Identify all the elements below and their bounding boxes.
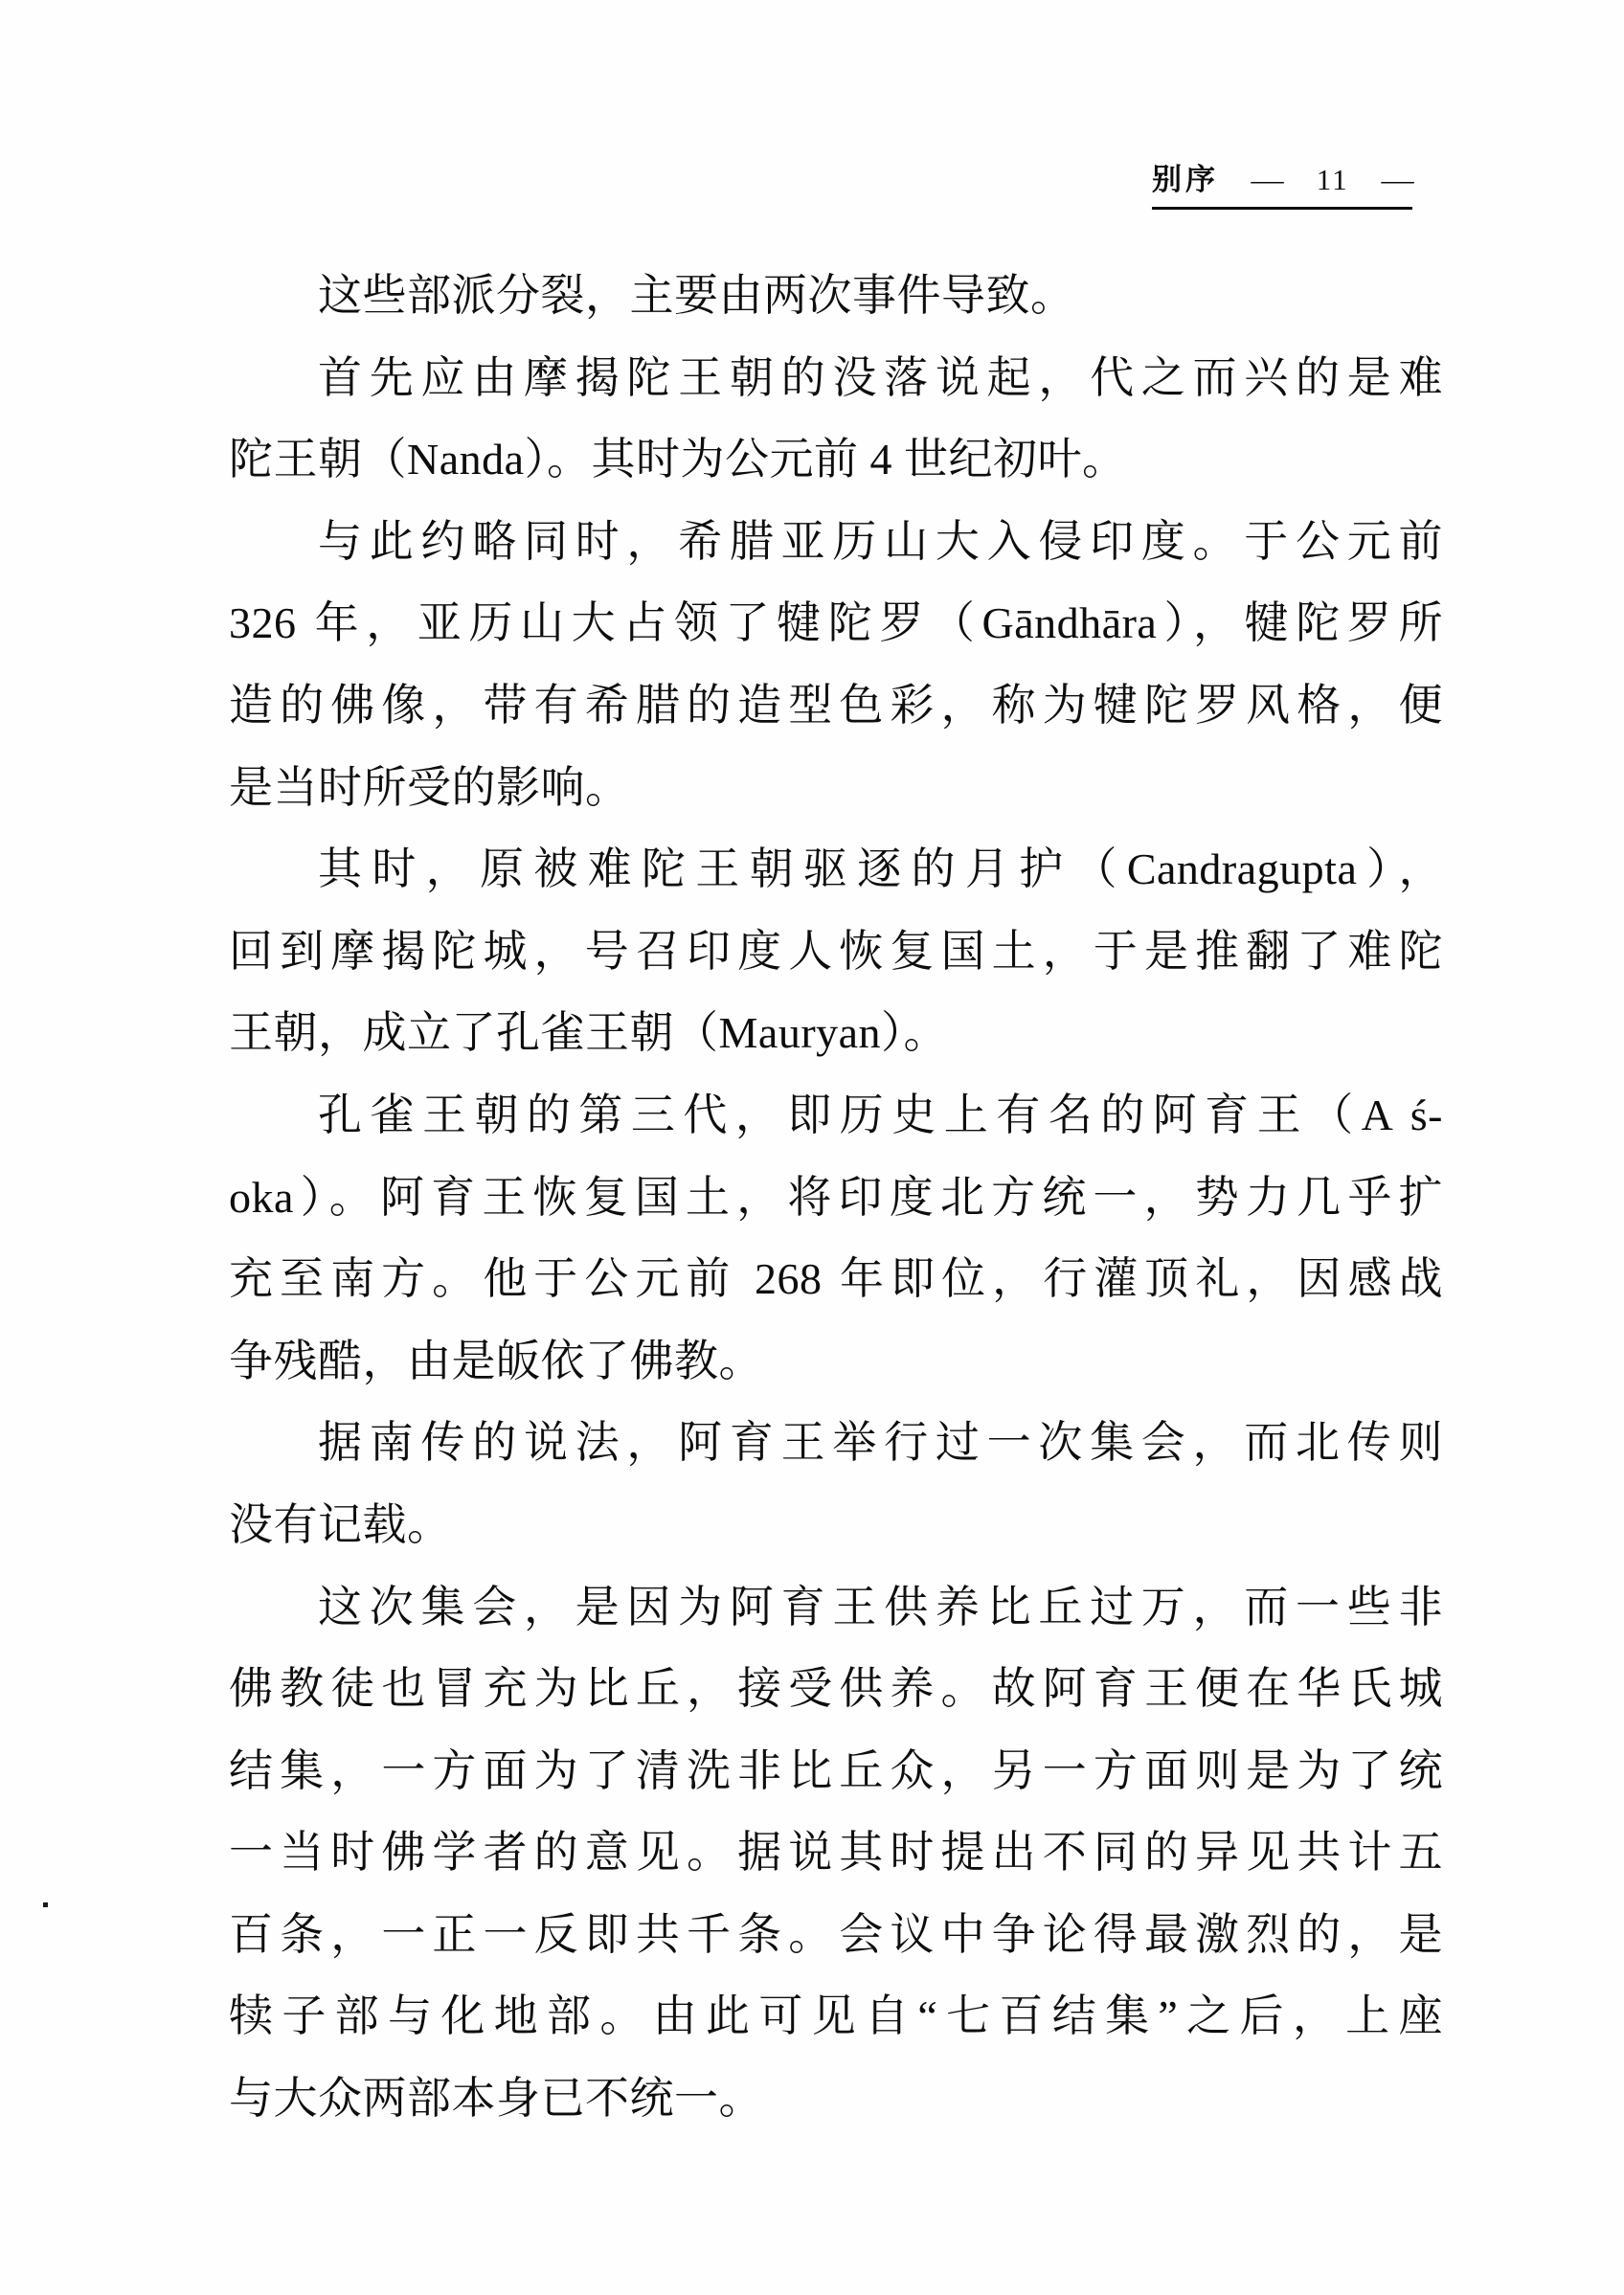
text-line: 回到摩揭陀城，号召印度人恢复国土，于是推翻了难陀 <box>229 926 1443 976</box>
text-line: 陀王朝（Nanda）。其时为公元前 4 世纪初叶。 <box>229 435 1127 484</box>
paragraph <box>229 1566 1443 2140</box>
paragraph <box>229 1074 1443 1402</box>
text-line: 结集，一方面为了清洗非比丘众，另一方面则是为了统 <box>229 1745 1443 1795</box>
header-dash-right: — <box>1381 163 1414 196</box>
text-line: 326 年，亚历山大占领了犍陀罗（Gāndhāra），犍陀罗所 <box>229 598 1443 648</box>
text-line: 造的佛像，带有希腊的造型色彩，称为犍陀罗风格，便 <box>229 680 1443 730</box>
text-line: 其时，原被难陀王朝驱逐的月护（Candragupta）， <box>318 844 1443 894</box>
paragraph <box>229 1402 1443 1565</box>
text-line: 这次集会，是因为阿育王供养比丘过万，而一些非 <box>318 1582 1443 1631</box>
text-line: 这些部派分裂，主要由两次事件导致。 <box>318 271 1075 320</box>
text-line: 一当时佛学者的意见。据说其时提出不同的异见共计五 <box>229 1828 1443 1878</box>
text-line: 据南传的说法，阿育王举行过一次集会，而北传则 <box>318 1418 1443 1468</box>
text-line: 佛教徒也冒充为比丘，接受供养。故阿育王便在华氏城 <box>229 1664 1443 1714</box>
text-line: 充至南方。他于公元前 268 年即位，行灌顶礼，因感战 <box>229 1254 1443 1304</box>
text-line: 没有记载。 <box>229 1499 452 1549</box>
text-line: 王朝，成立了孔雀王朝（Mauryan）。 <box>229 1008 949 1058</box>
paragraph <box>229 501 1443 828</box>
paragraph <box>229 337 1443 501</box>
text-line: 犊子部与化地部。由此可见自“七百结集”之后，上座 <box>229 1991 1443 2041</box>
page-header <box>1152 164 1412 210</box>
scan-speck <box>43 1902 48 1907</box>
text-line: 是当时所受的影响。 <box>229 762 630 812</box>
header-dash-left: — <box>1251 163 1284 196</box>
text-line: 争残酷，由是皈依了佛教。 <box>229 1336 763 1385</box>
body-text <box>229 255 1443 2140</box>
text-line: 孔雀王朝的第三代，即历史上有名的阿育王（A ś- <box>318 1090 1443 1139</box>
text-line: 首先应由摩揭陀王朝的没落说起，代之而兴的是难 <box>318 352 1443 402</box>
paragraph <box>229 255 1443 337</box>
text-line: 百条，一正一反即共千条。会议中争论得最激烈的，是 <box>229 1909 1443 1959</box>
paragraph <box>229 828 1443 1074</box>
text-line: 与大众两部本身已不统一。 <box>229 2074 763 2124</box>
section-title: 别序 <box>1152 163 1219 196</box>
page-number: 11 <box>1316 163 1349 196</box>
text-line: oka）。阿育王恢复国土，将印度北方统一，势力几乎扩 <box>229 1172 1443 1222</box>
text-line: 与此约略同时，希腊亚历山大入侵印度。于公元前 <box>318 516 1443 566</box>
